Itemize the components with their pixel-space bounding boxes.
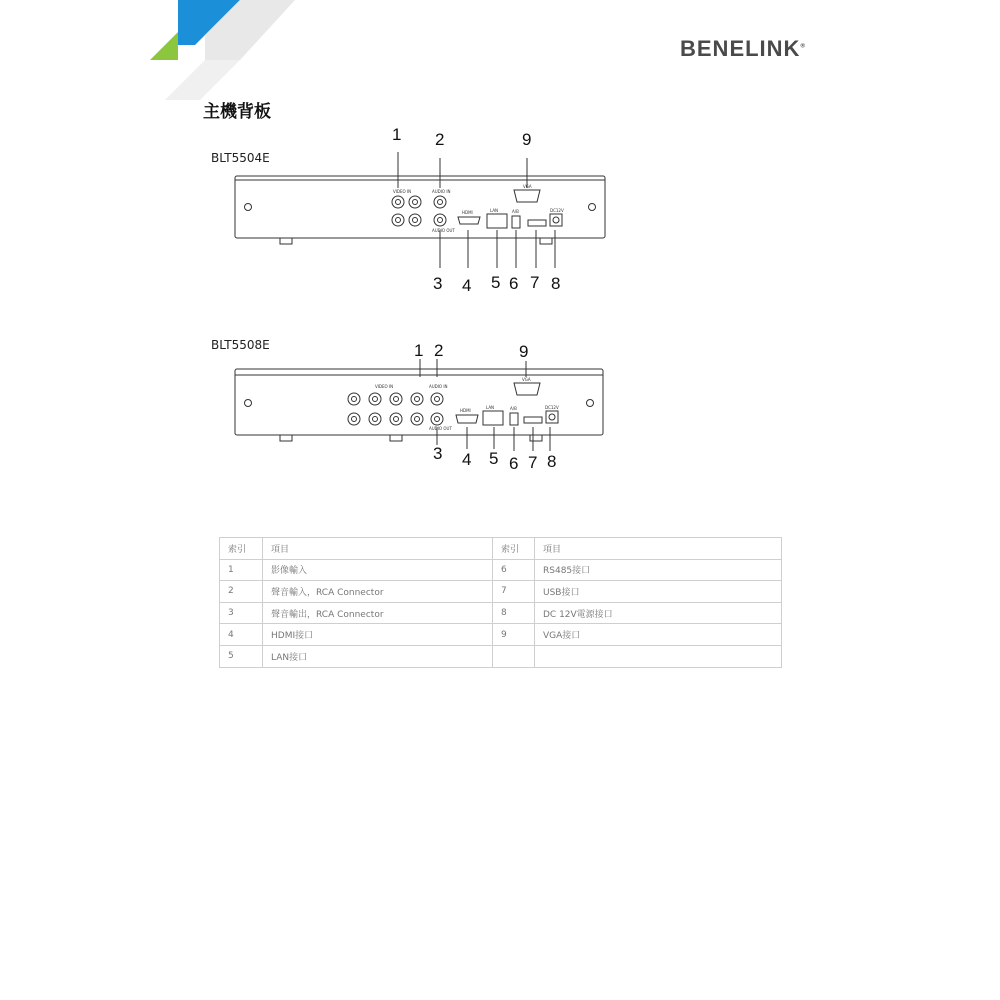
panel-label: LAN [490, 208, 499, 213]
usb-port-icon [524, 417, 542, 423]
screw-icon [589, 204, 596, 211]
rca-connector-icon [431, 413, 443, 425]
rs485-port-icon [512, 216, 520, 228]
table-row [220, 624, 782, 646]
table-header: 項目 [535, 538, 782, 560]
callout-label: 2 [434, 341, 444, 360]
bnc-connector-icon [348, 393, 360, 405]
panel-label: AUDIO IN [429, 384, 448, 389]
table-cell: 8 [493, 602, 535, 624]
panel-label: AUDIO OUT [432, 228, 455, 233]
panel-label: AUDIO IN [432, 189, 451, 194]
callout-label: 6 [509, 274, 519, 293]
table-cell: RS485接口 [535, 559, 782, 581]
screw-icon [587, 400, 594, 407]
logo-green-shape [150, 32, 178, 60]
panel-label: VGA [522, 377, 531, 382]
hdmi-port-icon [456, 415, 478, 423]
brand-logo [680, 36, 805, 62]
callout-label: 7 [528, 453, 538, 472]
panel-label: LAN [486, 405, 495, 410]
table-row [220, 581, 782, 603]
bnc-connector-icon [390, 413, 402, 425]
table-cell: 9 [493, 624, 535, 646]
table-header: 索引 [493, 538, 535, 560]
corner-logo-graphic [145, 0, 305, 110]
rca-connector-icon [434, 196, 446, 208]
panel-label: DC12V [545, 405, 559, 410]
table-cell: 5 [220, 645, 263, 667]
bnc-connector-icon [411, 413, 423, 425]
table-cell: 聲音輸入，RCA Connector [263, 581, 493, 603]
usb-port-icon [528, 220, 546, 226]
rca-connector-icon [434, 214, 446, 226]
chassis-foot [280, 238, 292, 244]
bnc-connector-icon [348, 413, 360, 425]
panel-label: HDMI [462, 210, 473, 215]
callout-label: 3 [433, 444, 443, 463]
callout-label: 9 [522, 130, 532, 149]
logo-grey-shape-2 [165, 60, 240, 100]
panel-label: DC12V [550, 208, 564, 213]
bnc-connector-icon [369, 393, 381, 405]
table-cell: 3 [220, 602, 263, 624]
callout-label: 9 [519, 342, 529, 361]
chassis-foot [530, 435, 542, 441]
chassis-foot [390, 435, 402, 441]
bnc-connector-icon [392, 196, 404, 208]
table-row [220, 559, 782, 581]
table-row [220, 645, 782, 667]
rca-connector-icon [431, 393, 443, 405]
table-cell: LAN接口 [263, 645, 493, 667]
callout-label: 4 [462, 276, 472, 295]
bnc-connector-icon [409, 196, 421, 208]
section-title: 主機背板 [203, 102, 271, 122]
panel-label: VIDEO IN [393, 189, 412, 194]
lan-port-icon [487, 214, 507, 228]
table-header-row [220, 538, 782, 560]
table-header: 項目 [263, 538, 493, 560]
callout-label: 8 [551, 274, 561, 293]
callout-label: 7 [530, 273, 540, 292]
table-row [220, 602, 782, 624]
table-cell [535, 645, 782, 667]
screw-icon [245, 204, 252, 211]
bnc-connector-icon [390, 393, 402, 405]
table-cell: 6 [493, 559, 535, 581]
callout-label: 5 [489, 449, 499, 468]
table-cell: VGA接口 [535, 624, 782, 646]
callout-label: 4 [462, 450, 472, 469]
table-cell: 7 [493, 581, 535, 603]
table-cell: 聲音輸出，RCA Connector [263, 602, 493, 624]
table-header: 索引 [220, 538, 263, 560]
rs485-port-icon [510, 413, 518, 425]
panel-label: A/B [512, 209, 519, 214]
screw-icon [245, 400, 252, 407]
bnc-connector-icon [392, 214, 404, 226]
table-cell: 影像輸入 [263, 559, 493, 581]
table-cell: 4 [220, 624, 263, 646]
brand-logo-text: BENELINK [680, 36, 801, 61]
panel-label: VGA [523, 184, 532, 189]
chassis-outline [235, 176, 605, 238]
hdmi-port-icon [458, 217, 480, 224]
vga-port-icon [514, 190, 540, 202]
table-cell [493, 645, 535, 667]
chassis-foot [540, 238, 552, 244]
callout-label: 6 [509, 454, 519, 473]
callout-label: 1 [414, 341, 424, 360]
rear-panel-blt5508e [230, 355, 610, 455]
table-cell: USB接口 [535, 581, 782, 603]
bnc-connector-icon [411, 393, 423, 405]
callout-label: 8 [547, 452, 557, 471]
vga-port-icon [514, 383, 540, 395]
panel-label: HDMI [460, 408, 471, 413]
panel-label: A/B [510, 406, 517, 411]
interface-legend-table [219, 537, 782, 668]
callout-label: 2 [435, 130, 445, 149]
callout-label: 3 [433, 274, 443, 293]
power-port-icon [546, 411, 558, 423]
bnc-connector-icon [369, 413, 381, 425]
lan-port-icon [483, 411, 503, 425]
model-label-blt5508e: BLT5508E [211, 338, 270, 352]
chassis-foot [280, 435, 292, 441]
model-label-blt5504e: BLT5504E [211, 151, 270, 165]
panel-label: AUDIO OUT [429, 426, 452, 431]
rear-panel-blt5504e [230, 150, 610, 270]
table-cell: 2 [220, 581, 263, 603]
table-cell: 1 [220, 559, 263, 581]
bnc-connector-icon [409, 214, 421, 226]
brand-logo-mark: ® [800, 43, 805, 50]
callout-label: 1 [392, 125, 402, 144]
callout-label: 5 [491, 273, 501, 292]
panel-label: VIDEO IN [375, 384, 394, 389]
table-cell: DC 12V電源接口 [535, 602, 782, 624]
power-port-icon [550, 214, 562, 226]
table-cell: HDMI接口 [263, 624, 493, 646]
